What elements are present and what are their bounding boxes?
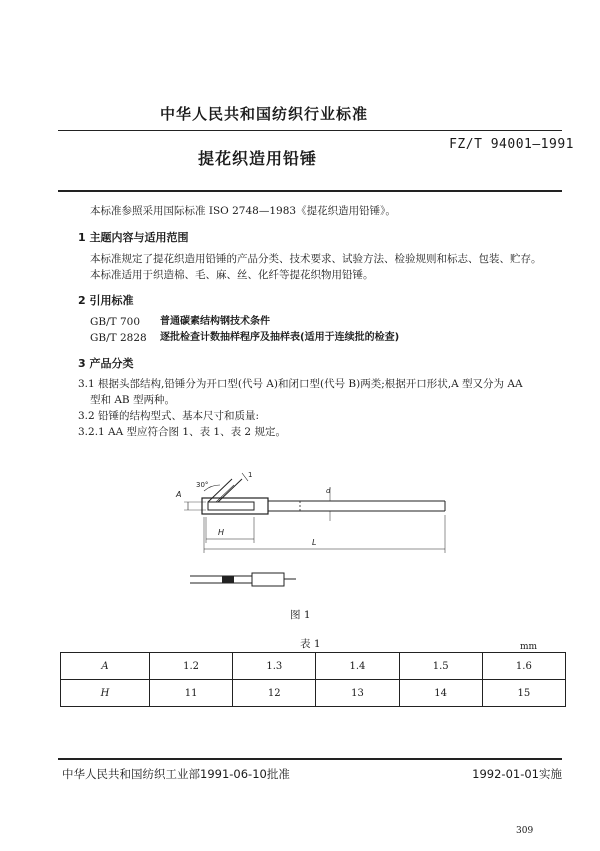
table-cell: 11 bbox=[150, 680, 233, 707]
h-label: H bbox=[218, 528, 225, 537]
page-number: 309 bbox=[516, 826, 534, 836]
effective-date: 1992-01-01实施 bbox=[472, 767, 562, 781]
reference-code-2: GB/T 2828 bbox=[90, 332, 147, 344]
section-1-heading: 1 主题内容与适用范围 bbox=[78, 231, 189, 244]
table-cell: 1.5 bbox=[399, 653, 482, 680]
table-cell: 1.4 bbox=[316, 653, 399, 680]
dimensions-table bbox=[60, 652, 566, 707]
issuer-title: 中华人民共和国纺织行业标准 bbox=[160, 105, 369, 123]
reference-title-1: 普通碳素结构钢技术条件 bbox=[160, 316, 270, 327]
reference-title-2: 逐批检查计数抽样程序及抽样表(适用于连续批的检查) bbox=[160, 332, 400, 343]
table-cell: 1.6 bbox=[482, 653, 565, 680]
document-title: 提花织造用铅锤 bbox=[198, 149, 318, 168]
section-2-heading: 2 引用标准 bbox=[78, 294, 134, 307]
intro-paragraph: 本标准参照采用国际标准 ISO 2748—1983《提花织造用铅锤》。 bbox=[90, 205, 396, 217]
section-3-heading: 3 产品分类 bbox=[78, 357, 134, 370]
section-3-line-4: 3.2.1 AA 型应符合图 1、表 1、表 2 规定。 bbox=[78, 426, 286, 438]
section-1-line-2: 本标准适用于织造棉、毛、麻、丝、化纤等提花织物用铅锤。 bbox=[90, 269, 374, 281]
table-cell: 1.2 bbox=[150, 653, 233, 680]
header-rule-thin bbox=[58, 130, 562, 131]
footer-rule bbox=[58, 758, 562, 760]
l-label: L bbox=[312, 538, 317, 547]
table-row bbox=[61, 653, 566, 680]
table-cell: 14 bbox=[399, 680, 482, 707]
section-3-line-2: 型和 AB 型两种。 bbox=[90, 394, 175, 406]
approval-note: 中华人民共和国纺织工业部1991-06-10批准 bbox=[62, 767, 290, 781]
reference-code-1: GB/T 700 bbox=[90, 316, 141, 328]
a-label: A bbox=[176, 490, 182, 499]
table-1-unit: mm bbox=[520, 642, 538, 652]
header-rule-thick bbox=[58, 190, 562, 192]
table-row bbox=[61, 680, 566, 707]
section-3-line-3: 3.2 铅锤的结构型式、基本尺寸和质量: bbox=[78, 410, 260, 422]
table-cell: 15 bbox=[482, 680, 565, 707]
table-1-caption: 表 1 bbox=[300, 638, 321, 650]
table-cell: 1.3 bbox=[233, 653, 316, 680]
r-label: 1 bbox=[248, 471, 253, 479]
figure-1-drawing bbox=[160, 465, 460, 595]
section-1-line-1: 本标准规定了提花织造用铅锤的产品分类、技术要求、试验方法、检验规则和标志、包装、贮存。 bbox=[90, 253, 542, 265]
section-3-line-1: 3.1 根据头部结构,铅锤分为开口型(代号 A)和闭口型(代号 B)两类;根据开口形状,A 型又分为 AA bbox=[78, 378, 523, 390]
d-label: d bbox=[326, 487, 331, 495]
angle-label: 30° bbox=[196, 481, 209, 489]
table-cell: 12 bbox=[233, 680, 316, 707]
row-label: H bbox=[61, 680, 150, 707]
row-label: A bbox=[61, 653, 150, 680]
standard-code: FZ/T 94001—1991 bbox=[449, 137, 574, 152]
figure-1-caption: 图 1 bbox=[290, 609, 311, 621]
table-cell: 13 bbox=[316, 680, 399, 707]
